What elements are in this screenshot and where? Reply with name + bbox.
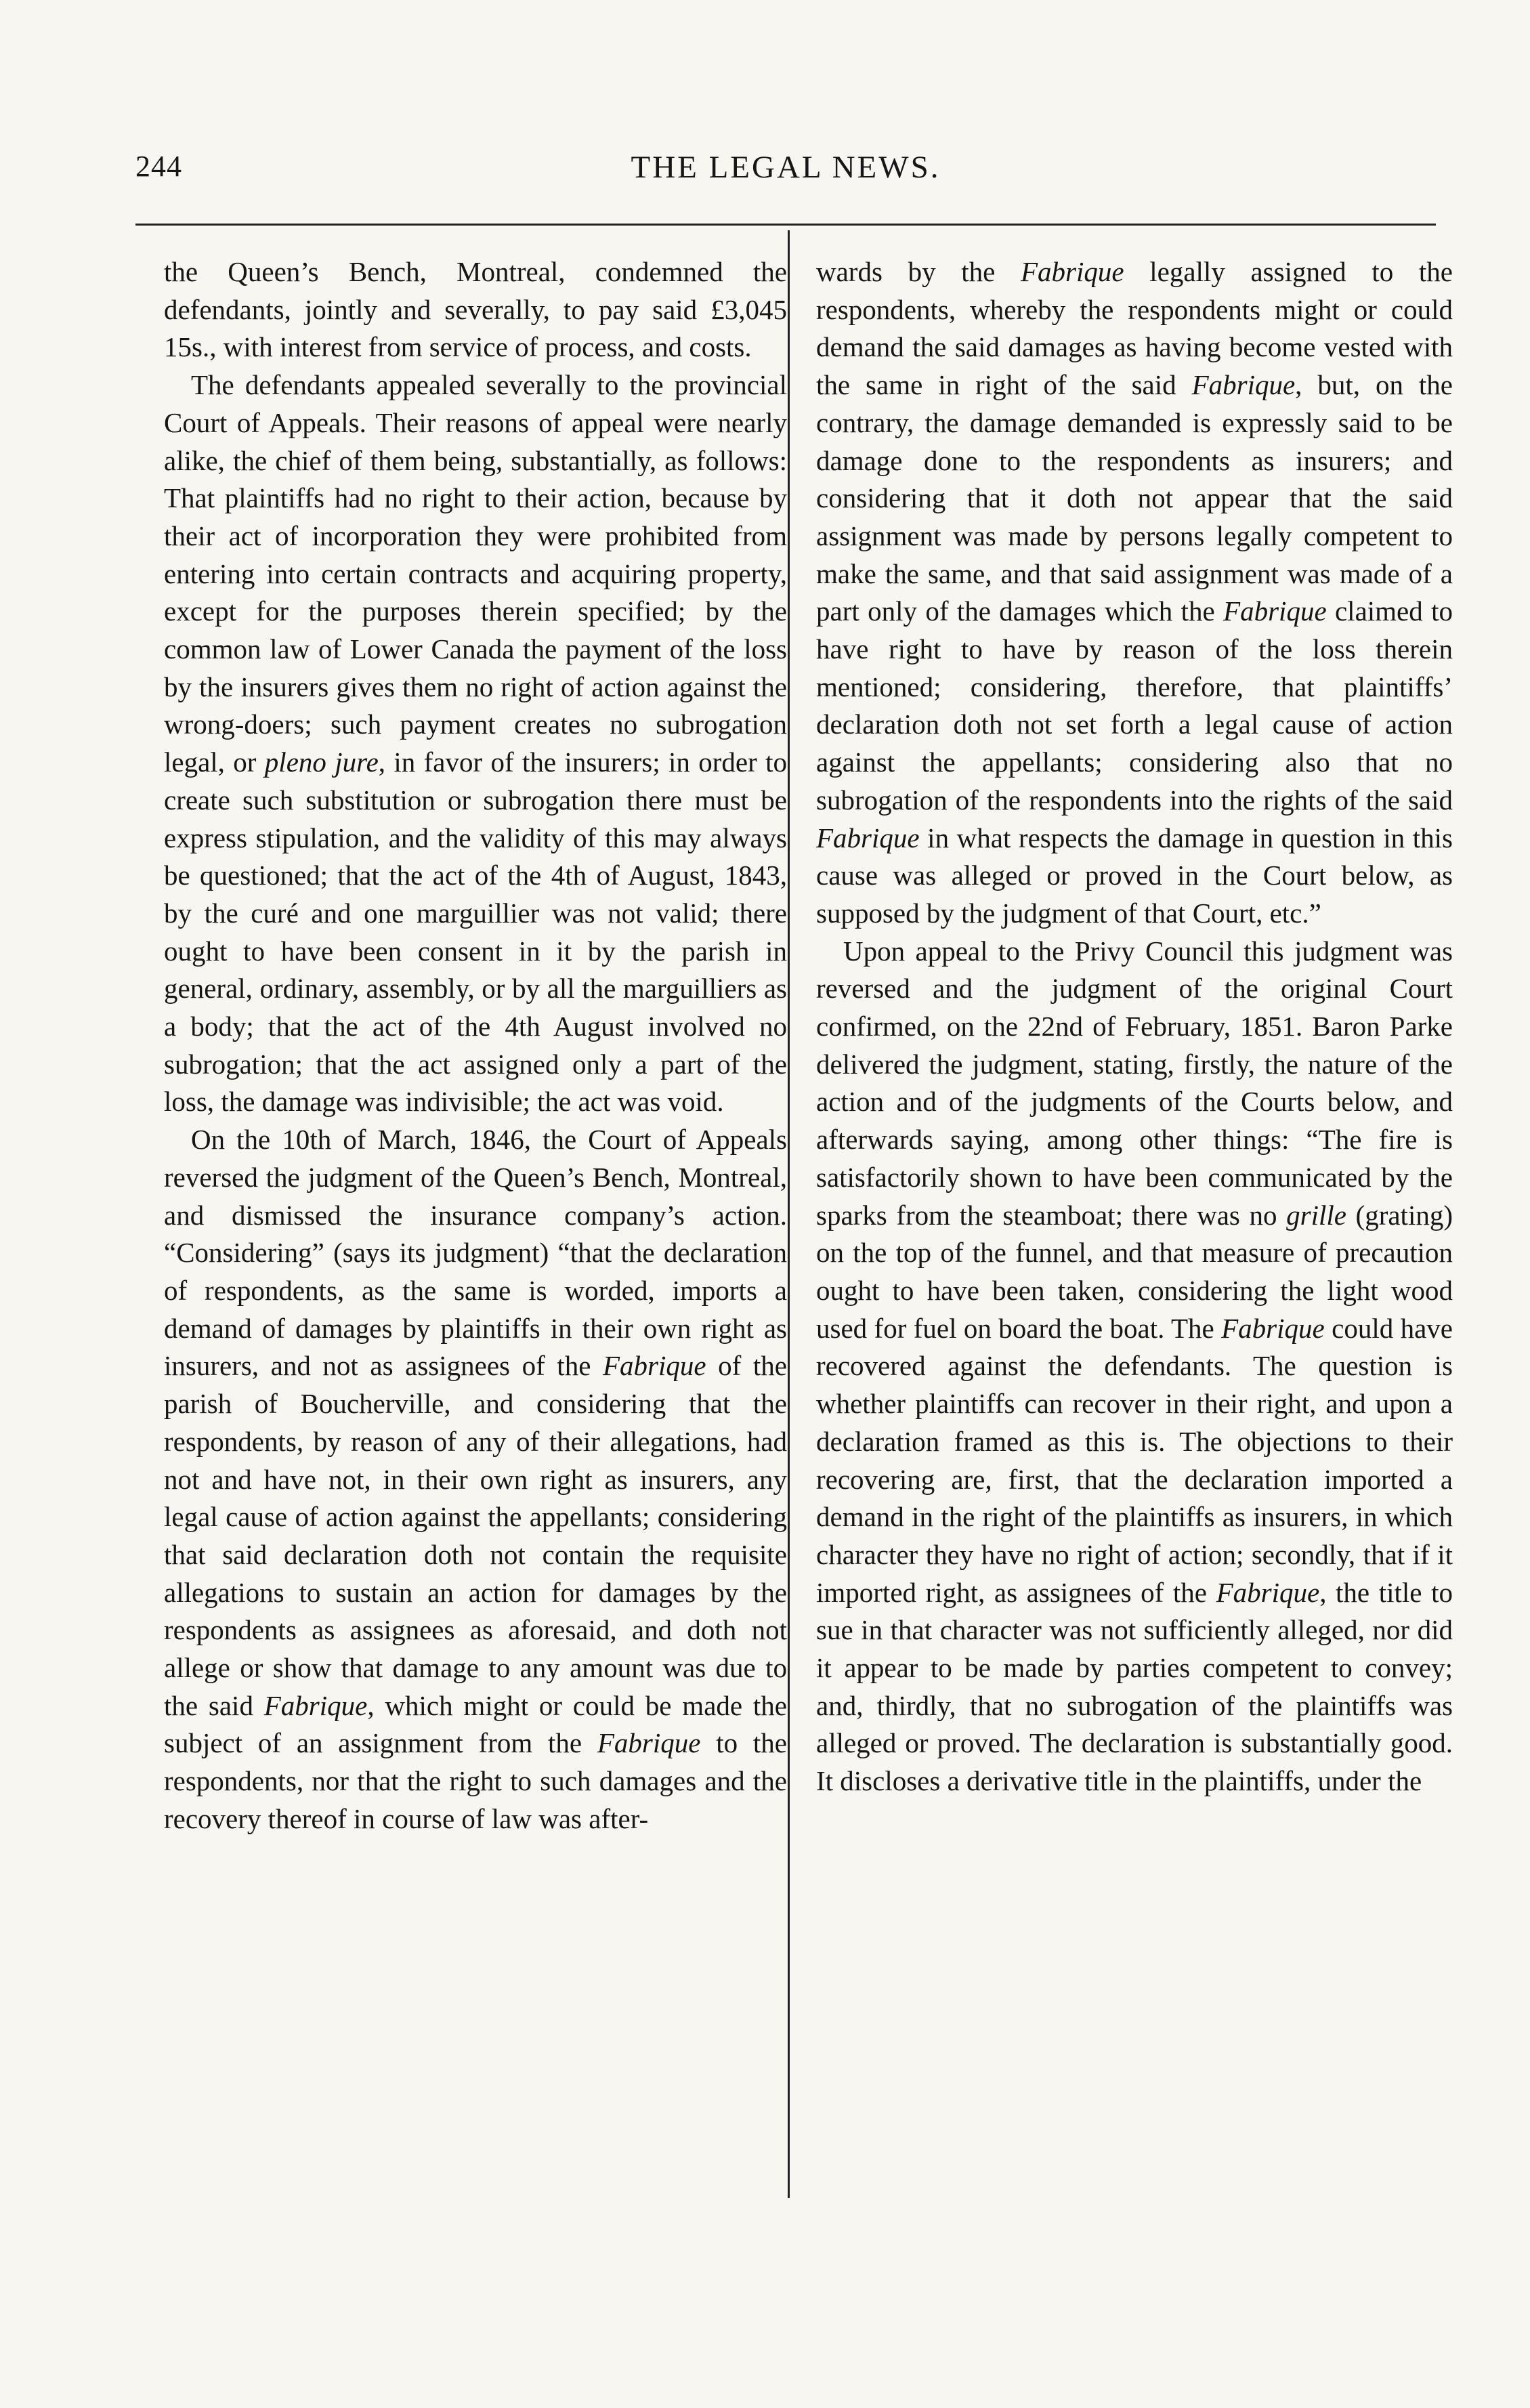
right-column (816, 253, 1453, 1800)
paragraph: Upon appeal to the Privy Council this judgment was reversed and the judgment of the original Court confirmed, on the 22nd of February, 1851. Baron Parke delivered the judgment, stating, firstly, the nature of the action and of the judgments of the Courts below, and afterwards saying, among other things: “The fire is satisfactorily shown to have been communicated by the sparks from the steamboat; there was no grille (grating) on the top of the funnel, and that measure of precaution ought to have been taken, considering the light wood used for fuel on board the boat. The Fabrique could have recovered against the defendants. The question is whether plaintiffs can recover in their right, and upon a declaration framed as this is. The objections to their recovering are, first, that the declaration imported a demand in the right of the plaintiffs as insurers, in which character they have no right of action; secondly, that if it imported right, as assignees of the Fabrique, the title to sue in that character was not sufficiently alleged, nor did it appear to be made by parties competent to convey; and, thirdly, that no subrogation of the plaintiffs was alleged or proved. The declaration is substantially good. It discloses a derivative title in the plaintiffs, under the (816, 935, 1453, 1797)
paragraph: the Queen’s Bench, Montreal, condemned the defendants, jointly and severally, to pay said £3,045 15s., with interest from service of process, and costs. (164, 256, 787, 363)
journal-title: THE LEGAL NEWS. (631, 150, 941, 185)
paragraph: On the 10th of March, 1846, the Court of Appeals reversed the judgment of the Queen’s Bench, Montreal, and dismissed the insurance company’s action. “Considering” (says its judgment) “that the declaration of respondents, as the same is worded, imports a demand of damages by plaintiffs in their own right as insurers, and not as assignees of the Fabrique of the parish of Boucherville, and considering that the respondents, by reason of any of their allegations, had not and have not, in their own right as insurers, any legal cause of action against the appellants; considering that said declaration doth not contain the requisite allegations to sustain an action for damages by the respondents as assignees as aforesaid, and doth not allege or show that damage to any amount was due to the said Fabrique, which might or could be made the subject of an assignment from the Fabrique to the respondents, nor that the right to such damages and the recovery thereof in course of law was after- (164, 1124, 787, 1834)
header-rule (135, 224, 1436, 226)
paragraph: The defendants appealed severally to the provincial Court of Appeals. Their reasons of appeal were nearly alike, the chief of them being, substantially, as follows: That plaintiffs had no right to their action, because by their act of incorporation they were prohibited from entering into certain contracts and acquiring property, except for the purposes therein specified; by the common law of Lower Canada the payment of the loss by the insurers gives them no right of action against the wrong-doers; such payment creates no subrogation legal, or pleno jure, in favor of the insurers; in order to create such substitution or subrogation there must be express stipulation, and the validity of this may always be questioned; that the act of the 4th of August, 1843, by the curé and one marguillier was not valid; there ought to have been consent in it by the parish in general, ordinary, assembly, or by all the marguilliers as a body; that the act of the 4th August involved no subrogation; that the act assigned only a part of the loss, the damage was indivisible; the act was void. (164, 369, 787, 1118)
left-column (164, 253, 787, 1838)
page-header (135, 149, 1436, 196)
page-number: 244 (135, 150, 182, 183)
column-divider (788, 230, 790, 2198)
paragraph: wards by the Fabrique legally assigned to the respondents, whereby the respondents might or could demand the said damages as having become vested with the same in right of the said Fabrique, but, on the contrary, the damage demanded is expressly said to be damage done to the respondents as insurers; and considering that it doth not appear that the said assignment was made by persons legally competent to make the same, and that said assignment was made of a part only of the damages which the Fabrique claimed to have right to have by reason of the loss therein mentioned; considering, therefore, that plaintiffs’ declaration doth not set forth a legal cause of action against the appellants; considering also that no subrogation of the respondents into the rights of the said Fabrique in what respects the damage in question in this cause was alleged or proved in the Court below, as supposed by the judgment of that Court, etc.” (816, 256, 1453, 929)
